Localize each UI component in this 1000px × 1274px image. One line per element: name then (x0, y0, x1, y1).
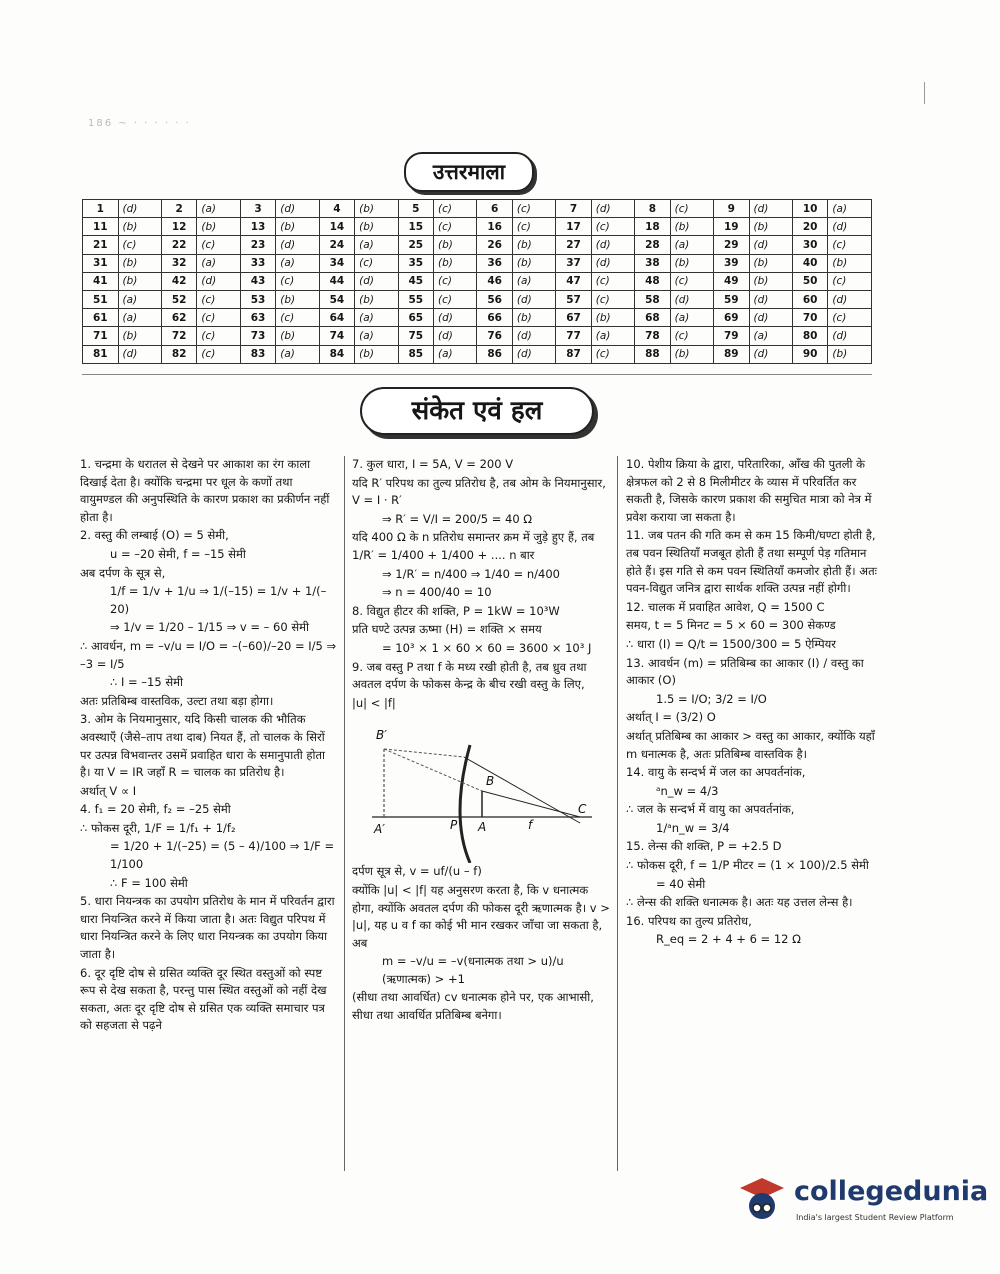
answer-option: (a) (355, 327, 398, 345)
question-number: 80 (792, 327, 828, 345)
answer-option: (b) (118, 254, 161, 272)
question-number: 77 (556, 327, 592, 345)
question-number: 81 (83, 345, 119, 363)
solution-line: 1/ᵃn_w = 3/4 (656, 820, 730, 835)
diagram-label: B′ (376, 728, 387, 743)
question-number: 87 (556, 345, 592, 363)
answer-option: (b) (276, 327, 319, 345)
question-number: 74 (319, 327, 355, 345)
question-number: 26 (477, 236, 513, 254)
question-number: 75 (398, 327, 434, 345)
solution-line: अतः प्रतिबिम्ब वास्तविक, उल्टा तथा बड़ा होगा। (80, 693, 274, 708)
answer-option: (d) (197, 272, 240, 290)
solution-line: अर्थात् V ∝ I (80, 783, 137, 798)
answer-option: (a) (512, 272, 555, 290)
answer-option: (c) (197, 309, 240, 327)
question-number: 90 (792, 345, 828, 363)
answer-option: (c) (670, 200, 713, 218)
answer-option: (d) (749, 290, 792, 308)
question-number: 1 (83, 200, 119, 218)
virtual-ray-1 (384, 749, 464, 757)
question-number: 43 (240, 272, 276, 290)
answer-option: (a) (118, 309, 161, 327)
answer-option: (b) (355, 218, 398, 236)
question-number: 17 (556, 218, 592, 236)
question-number: 22 (161, 236, 197, 254)
solution-line: = 10³ × 1 × 60 × 60 = 3600 × 10³ J (382, 640, 592, 655)
diagram-label: P (450, 818, 458, 833)
question-number: 24 (319, 236, 355, 254)
solution-line: (सीधा तथा आवर्धित) cv धनात्मक होने पर, एक आभासी, सीधा तथा आवर्धित प्रतिबिम्ब बनेगा। (352, 990, 594, 1023)
question-number: 12 (161, 218, 197, 236)
answer-option: (b) (670, 218, 713, 236)
question-number: 13 (240, 218, 276, 236)
answer-option: (d) (749, 309, 792, 327)
solution-line: 1.5 = I/O; 3/2 = I/O (656, 691, 767, 706)
brand-name: collegedunia (794, 1176, 989, 1207)
question-number: 72 (161, 327, 197, 345)
question-number: 76 (477, 327, 513, 345)
answer-option: (d) (749, 200, 792, 218)
answer-option: (c) (828, 309, 872, 327)
question-number: 4 (319, 200, 355, 218)
question-number: 58 (635, 290, 671, 308)
answer-row (83, 254, 872, 272)
question-number: 51 (83, 290, 119, 308)
question-number: 85 (398, 345, 434, 363)
question-number: 38 (635, 254, 671, 272)
diagram-label: B (486, 774, 495, 789)
question-number: 56 (477, 290, 513, 308)
answer-option: (c) (828, 272, 872, 290)
question-number: 67 (556, 309, 592, 327)
question-number: 78 (635, 327, 671, 345)
answer-option: (a) (670, 236, 713, 254)
solution-line: |u| < |f| (352, 695, 396, 710)
solution-line: R_eq = 2 + 4 + 6 = 12 Ω (656, 932, 801, 947)
solution-line: 1. चन्द्रमा के धरातल से देखने पर आकाश का रंग काला दिखाई देता है। क्योंकि चन्द्रमा पर धूल के कणों तथा वायुमण्डल की अनुपस्थिति के कारण प्रकाश का प्रकीर्णन नहीं होता है। (80, 457, 330, 524)
question-number: 69 (714, 309, 750, 327)
question-number: 21 (83, 236, 119, 254)
answer-option: (d) (434, 327, 477, 345)
question-number: 71 (83, 327, 119, 345)
question-number: 19 (714, 218, 750, 236)
answer-option: (a) (670, 309, 713, 327)
answer-row (83, 272, 872, 290)
question-number: 59 (714, 290, 750, 308)
answer-option: (d) (276, 236, 319, 254)
solution-line: 10. पेशीय क्रिया के द्वारा, परितारिका, आँख की पुतली के क्षेत्रफल को 2 से 8 मिलीमीटर के व्यास में परिवर्तित कर सकती है, जिसके कारण प्रकाश की समुचित मात्रा को नेत्र में प्रवेश कराया जा सकता है। (626, 457, 872, 524)
question-number: 65 (398, 309, 434, 327)
solution-line: ᵃn_w = 4/3 (656, 783, 719, 798)
answer-option: (b) (749, 218, 792, 236)
answer-option: (d) (118, 345, 161, 363)
question-number: 35 (398, 254, 434, 272)
solution-line: 11. जब पतन की गति कम से कम 15 किमी/घण्टा होती है, तब पवन स्थितियाँ मजबूत होती हैं तथा सम्पूर्ण पेड़ गतिमान होते हैं। इस गति से कम पवन स्थितियाँ कमजोर होती हैं। अतः पवन-विद्युत जनित्र द्वारा सार्थक शक्ति उत्पन्न नहीं होगी। (626, 528, 877, 596)
answer-option: (b) (118, 272, 161, 290)
collegedunia-logo (736, 1170, 989, 1232)
answer-option: (b) (434, 236, 477, 254)
solution-line: समय, t = 5 मिनट = 5 × 60 = 300 सेकण्ड (626, 618, 836, 633)
question-number: 46 (477, 272, 513, 290)
solution-line: 9. जब वस्तु P तथा f के मध्य रखी होती है, तब ध्रुव तथा अवतल दर्पण के फोकस केन्द्र के बीच रखी वस्तु के लिए, (352, 659, 587, 692)
answer-option: (d) (434, 309, 477, 327)
solution-line: क्योंकि |u| < |f| यह अनुसरण करता है, कि v धनात्मक होगा, क्योंकि अवतल दर्पण की फोकस दूरी ऋणात्मक है। v > |u|, यह u व f का कोई भी मान रखकर जाँचा जा सकता है, अब (352, 882, 610, 950)
concave-mirror (460, 745, 470, 863)
solution-line: ∴ धारा (I) = Q/t = 1500/300 = 5 ऐम्पियर (626, 636, 836, 651)
solution-line: ⇒ 1/R′ = n/400 ⇒ 1/40 = n/400 (382, 566, 560, 581)
question-number: 32 (161, 254, 197, 272)
question-number: 11 (83, 218, 119, 236)
header-faint-text: 186 ~ · · · · · · (88, 118, 191, 129)
solution-line: ∴ फोकस दूरी, f = 1/P मीटर = (1 × 100)/2.5 सेमी (626, 858, 869, 873)
question-number: 84 (319, 345, 355, 363)
answer-option: (b) (512, 254, 555, 272)
solution-line: ∴ F = 100 सेमी (110, 875, 188, 890)
answer-option: (d) (591, 200, 634, 218)
concave-mirror-ray-diagram (352, 713, 610, 863)
answer-key-title: उत्तरमाला (404, 152, 534, 192)
answer-key-table (82, 199, 872, 364)
answer-option: (b) (355, 200, 398, 218)
answer-row (83, 309, 872, 327)
answer-option: (d) (512, 345, 555, 363)
answer-option: (d) (276, 200, 319, 218)
answer-option: (c) (276, 272, 319, 290)
solution-line: 5. धारा नियन्त्रक का उपयोग प्रतिरोध के मान में परिवर्तन द्वारा धारा नियन्त्रित करने में किया जाता है। अतः विद्युत परिपथ में धारा नियन्त्रित करने के लिए धारा नियन्त्रक का उपयोग किया जाता है। (80, 894, 335, 962)
answer-option: (b) (670, 345, 713, 363)
solution-line: अर्थात् I = (3/2) O (626, 710, 716, 725)
answer-option: (b) (828, 254, 872, 272)
answer-option: (d) (749, 236, 792, 254)
question-number: 30 (792, 236, 828, 254)
solution-line: ⇒ 1/v = 1/20 – 1/15 ⇒ v = – 60 सेमी (110, 620, 309, 635)
answer-option: (b) (749, 254, 792, 272)
solution-line: = 1/20 + 1/(–25) = (5 – 4)/100 ⇒ 1/F = 1/100 (110, 839, 335, 872)
question-number: 86 (477, 345, 513, 363)
question-number: 53 (240, 290, 276, 308)
question-number: 41 (83, 272, 119, 290)
question-number: 60 (792, 290, 828, 308)
solutions-column-1 (80, 456, 338, 1036)
answer-option: (b) (355, 290, 398, 308)
solution-line: यदि R′ परिपथ का तुल्य प्रतिरोध है, तब ओम के नियमानुसार, V = I · R′ (352, 475, 606, 508)
question-number: 40 (792, 254, 828, 272)
solution-line: ⇒ R′ = V/I = 200/5 = 40 Ω (382, 511, 533, 526)
answer-option: (d) (591, 236, 634, 254)
answer-option: (c) (670, 327, 713, 345)
question-number: 70 (792, 309, 828, 327)
diagram-label: f (528, 818, 533, 833)
section-divider (82, 374, 872, 375)
answer-option: (d) (828, 218, 872, 236)
answer-option: (a) (828, 200, 872, 218)
answer-option: (c) (591, 218, 634, 236)
answer-option: (d) (512, 290, 555, 308)
question-number: 36 (477, 254, 513, 272)
question-number: 42 (161, 272, 197, 290)
solution-line: प्रति घण्टे उत्पन्न ऊष्मा (H) = शक्ति × समय (352, 622, 542, 637)
answer-option: (b) (591, 309, 634, 327)
answer-option: (b) (670, 254, 713, 272)
diagram-label: A′ (374, 822, 385, 837)
solution-line: ∴ जल के सन्दर्भ में वायु का अपवर्तनांक, (626, 802, 795, 817)
answer-row (83, 200, 872, 218)
question-number: 66 (477, 309, 513, 327)
question-number: 55 (398, 290, 434, 308)
question-number: 10 (792, 200, 828, 218)
answer-option: (c) (355, 254, 398, 272)
solution-line: 3. ओम के नियमानुसार, यदि किसी चालक की भौतिक अवस्थाएँ (जैसे–ताप तथा दाब) नियत हैं, तो चालक के सिरों पर उत्पन्न विभवान्तर उसमें प्रवाहित धारा के समानुपाती होता है। या V = IR जहाँ R = चालक का प्रतिरोध है। (80, 712, 326, 780)
question-number: 89 (714, 345, 750, 363)
answer-option: (b) (197, 218, 240, 236)
answer-option: (c) (591, 272, 634, 290)
question-number: 18 (635, 218, 671, 236)
question-number: 83 (240, 345, 276, 363)
answer-option: (d) (118, 200, 161, 218)
question-number: 79 (714, 327, 750, 345)
question-number: 23 (240, 236, 276, 254)
question-number: 5 (398, 200, 434, 218)
solution-line: = 40 सेमी (656, 876, 706, 891)
answer-option: (a) (197, 254, 240, 272)
question-number: 3 (240, 200, 276, 218)
answer-option: (c) (197, 345, 240, 363)
answer-option: (d) (512, 327, 555, 345)
solution-line: ∴ लेन्स की शक्ति धनात्मक है। अतः यह उत्तल लेन्स है। (626, 895, 853, 910)
column-divider (344, 456, 345, 1171)
question-number: 47 (556, 272, 592, 290)
solutions-column-2 (352, 456, 610, 1026)
solution-line: 8. विद्युत हीटर की शक्ति, P = 1kW = 10³W (352, 603, 560, 618)
question-number: 68 (635, 309, 671, 327)
answer-option: (c) (828, 236, 872, 254)
solution-line: 1/f = 1/v + 1/u ⇒ 1/(–15) = 1/v + 1/(–20) (110, 584, 327, 616)
answer-option: (c) (434, 272, 477, 290)
question-number: 54 (319, 290, 355, 308)
solution-line: 16. परिपथ का तुल्य प्रतिरोध, (626, 913, 752, 928)
answer-option: (c) (434, 290, 477, 308)
answer-option: (d) (591, 254, 634, 272)
solution-line: 13. आवर्धन (m) = प्रतिबिम्ब का आकार (I) / वस्तु का आकार (O) (626, 655, 864, 688)
solutions-title: संकेत एवं हल (360, 387, 594, 435)
question-number: 34 (319, 254, 355, 272)
question-number: 61 (83, 309, 119, 327)
answer-option: (a) (749, 327, 792, 345)
question-number: 16 (477, 218, 513, 236)
answer-row (83, 290, 872, 308)
answer-option: (b) (434, 254, 477, 272)
question-number: 33 (240, 254, 276, 272)
solution-line: 6. दूर दृष्टि दोष से ग्रसित व्यक्ति दूर स्थित वस्तुओं को स्पष्ट रूप से देख सकता है, परन्तु पास स्थित वस्तुओं को नहीं देख सकता, अतः दूर दृष्टि दोष से ग्रसित एक व्यक्ति समाचार पत्र को सहजता से पढ़ने (80, 965, 327, 1033)
answer-option: (c) (512, 200, 555, 218)
question-number: 62 (161, 309, 197, 327)
question-number: 45 (398, 272, 434, 290)
answer-option: (c) (591, 290, 634, 308)
question-number: 31 (83, 254, 119, 272)
answer-option: (a) (118, 290, 161, 308)
question-number: 20 (792, 218, 828, 236)
answer-row (83, 236, 872, 254)
answer-option: (b) (749, 272, 792, 290)
margin-mark (924, 82, 925, 104)
question-number: 39 (714, 254, 750, 272)
answer-option: (a) (276, 345, 319, 363)
answer-row (83, 218, 872, 236)
solution-line: यदि 400 Ω के n प्रतिरोध समान्तर क्रम में जुड़े हुए हैं, तब 1/R′ = 1/400 + 1/400 + .... n बार (352, 530, 595, 562)
question-number: 50 (792, 272, 828, 290)
solution-line: 14. वायु के सन्दर्भ में जल का अपवर्तनांक, (626, 765, 806, 780)
solution-line: m = –v/u = –v(धनात्मक तथा > u)/u (ऋणात्मक) > +1 (382, 954, 564, 986)
question-number: 2 (161, 200, 197, 218)
solution-line: 12. चालक में प्रवाहित आवेश, Q = 1500 C (626, 599, 825, 614)
answer-option: (b) (828, 345, 872, 363)
solution-line: ∴ आवर्धन, m = –v/u = I/O = –(–60)/–20 = I/5 ⇒ –3 = I/5 (80, 638, 337, 671)
answer-option: (a) (355, 309, 398, 327)
answer-option: (b) (118, 327, 161, 345)
solution-line: ∴ I = –15 सेमी (110, 675, 183, 690)
question-number: 57 (556, 290, 592, 308)
solution-line: अर्थात् प्रतिबिम्ब का आकार > वस्तु का आकार, क्योंकि यहाँ m धनात्मक है, अतः प्रतिबिम्ब वास्तविक है। (626, 728, 875, 761)
answer-option: (a) (276, 254, 319, 272)
answer-option: (c) (276, 309, 319, 327)
answer-option: (b) (355, 345, 398, 363)
question-number: 7 (556, 200, 592, 218)
answer-option: (c) (512, 218, 555, 236)
solution-line: u = –20 सेमी, f = –15 सेमी (110, 546, 246, 561)
answer-row (83, 327, 872, 345)
solution-line: 7. कुल धारा, I = 5A, V = 200 V (352, 457, 514, 471)
question-number: 6 (477, 200, 513, 218)
question-number: 44 (319, 272, 355, 290)
solution-line: 4. f₁ = 20 सेमी, f₂ = –25 सेमी (80, 802, 231, 817)
question-number: 49 (714, 272, 750, 290)
answer-option: (c) (197, 236, 240, 254)
answer-option: (d) (828, 327, 872, 345)
answer-option: (c) (434, 218, 477, 236)
solutions-column-3 (626, 456, 884, 950)
answer-option: (c) (197, 290, 240, 308)
answer-option: (b) (512, 236, 555, 254)
question-number: 73 (240, 327, 276, 345)
question-number: 64 (319, 309, 355, 327)
column-divider (617, 456, 618, 1171)
question-number: 52 (161, 290, 197, 308)
question-number: 29 (714, 236, 750, 254)
answer-option: (b) (118, 218, 161, 236)
question-number: 37 (556, 254, 592, 272)
answer-option: (c) (591, 345, 634, 363)
solution-line: दर्पण सूत्र से, v = uf/(u – f) (352, 864, 482, 879)
question-number: 28 (635, 236, 671, 254)
answer-option: (b) (512, 309, 555, 327)
question-number: 8 (635, 200, 671, 218)
question-number: 82 (161, 345, 197, 363)
question-number: 15 (398, 218, 434, 236)
answer-option: (d) (670, 290, 713, 308)
question-number: 27 (556, 236, 592, 254)
answer-option: (a) (591, 327, 634, 345)
answer-option: (a) (355, 236, 398, 254)
answer-option: (c) (434, 200, 477, 218)
graduate-mascot-icon (736, 1174, 788, 1226)
solution-line: ⇒ n = 400/40 = 10 (382, 585, 492, 600)
solution-line: अब दर्पण के सूत्र से, (80, 565, 166, 580)
diagram-label: C (578, 802, 587, 817)
answer-option: (d) (355, 272, 398, 290)
solution-line: ∴ फोकस दूरी, 1/F = 1/f₁ + 1/f₂ (80, 820, 236, 835)
question-number: 9 (714, 200, 750, 218)
question-number: 88 (635, 345, 671, 363)
question-number: 14 (319, 218, 355, 236)
answer-option: (b) (276, 290, 319, 308)
answer-option: (c) (118, 236, 161, 254)
answer-option: (b) (276, 218, 319, 236)
diagram-label: A (478, 820, 487, 835)
answer-option: (a) (434, 345, 477, 363)
question-number: 48 (635, 272, 671, 290)
brand-tagline: India's largest Student Review Platform (796, 1213, 954, 1222)
question-number: 63 (240, 309, 276, 327)
solution-line: 15. लेन्स की शक्ति, P = +2.5 D (626, 839, 782, 854)
answer-row (83, 345, 872, 363)
solution-line: 2. वस्तु की लम्बाई (O) = 5 सेमी, (80, 528, 229, 543)
question-number: 25 (398, 236, 434, 254)
answer-option: (d) (828, 290, 872, 308)
answer-option: (c) (197, 327, 240, 345)
answer-option: (a) (197, 200, 240, 218)
answer-option: (c) (670, 272, 713, 290)
answer-option: (d) (749, 345, 792, 363)
